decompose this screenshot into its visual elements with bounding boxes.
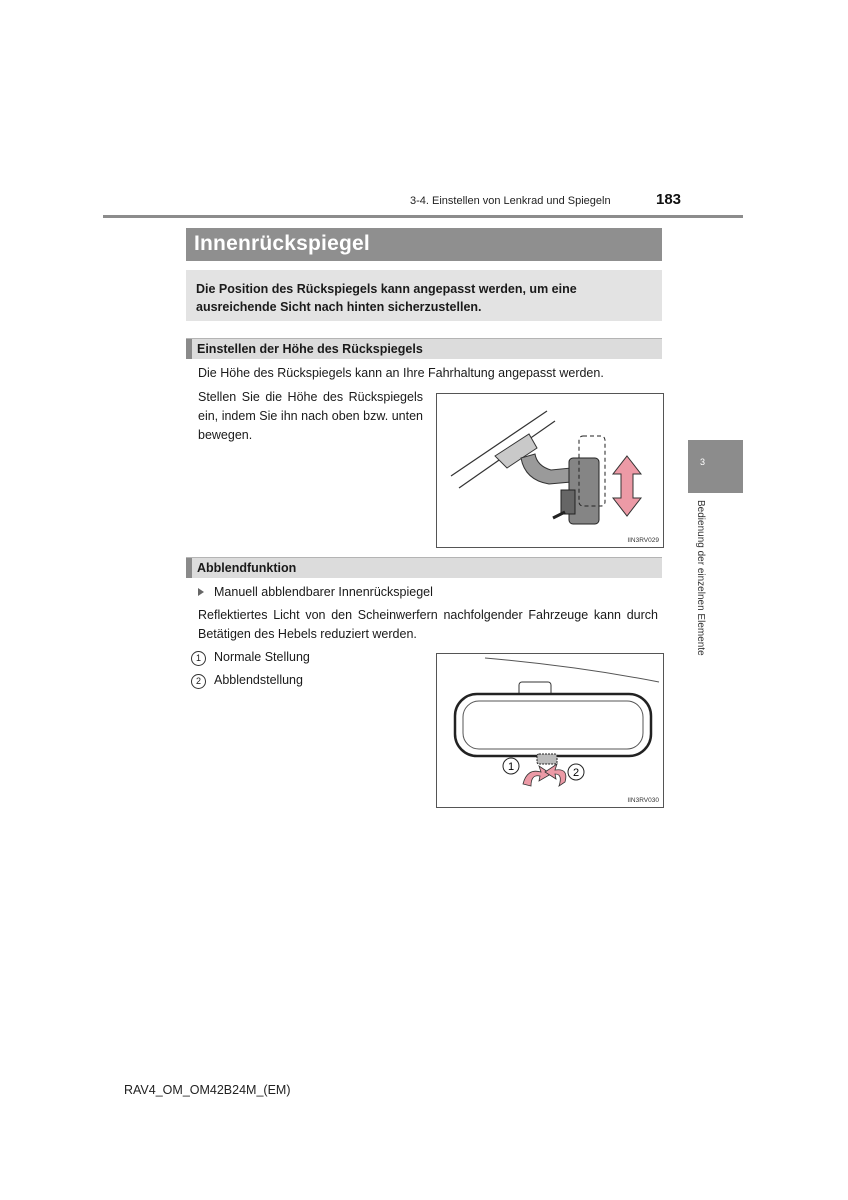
page-title-bar [186, 228, 662, 261]
mirror-stem [521, 454, 571, 484]
height-intro-text: Die Höhe des Rückspiegels kann an Ihre Fahrhaltung angepasst werden. [198, 366, 604, 380]
mirror-height-figure [436, 393, 664, 548]
section-heading-height [186, 338, 662, 359]
intro-box [186, 270, 662, 321]
figure-code: IIN3RV029 [627, 537, 659, 544]
section-accent [186, 339, 192, 359]
height-instruction-text: Stellen Sie die Höhe des Rückspiegels ein, indem Sie ihn nach oben bzw. unten bewegen. [198, 390, 423, 442]
callout-1-label: 1 [507, 761, 515, 773]
footer-code: RAV4_OM_OM42B24M_(EM) [124, 1083, 291, 1097]
page-number: 183 [656, 191, 682, 208]
mirror-lever [553, 512, 565, 518]
roof-line [485, 658, 659, 682]
callout-2-label: 2 [572, 767, 580, 779]
chapter-number: 3 [700, 457, 706, 467]
mirror-dimming-figure [436, 653, 664, 808]
mirror-lever-housing [561, 490, 575, 514]
bullet-text: Manuell abblendbarer Innenrückspiegel [214, 585, 433, 599]
chapter-tab [688, 440, 743, 493]
section-title: Einstellen der Höhe des Rückspiegels [197, 342, 423, 356]
header-rule [103, 215, 743, 218]
intro-text: Die Position des Rückspiegels kann angepasst werden, um eine ausreichende Sicht nach hinten sicherzustellen. [196, 282, 577, 314]
mirror-height-illustration [437, 394, 663, 547]
chapter-label: Bedienung der einzelnen Elemente [695, 500, 706, 656]
page-title: Innenrückspiegel [194, 232, 370, 255]
section-accent [186, 558, 192, 578]
up-down-arrow-icon [613, 456, 641, 516]
dimming-lever [537, 754, 557, 764]
mirror-frame [455, 694, 651, 756]
section-heading-dimming [186, 557, 662, 578]
dimming-description: Reflektiertes Licht von den Scheinwerfern nachfolgender Fahrzeuge kann durch Betätigen des Hebels reduziert werden. [198, 608, 658, 641]
curved-arrow-icon [523, 766, 551, 786]
section-title: Abblendfunktion [197, 561, 297, 575]
running-header: 3-4. Einstellen von Lenkrad und Spiegeln [410, 195, 611, 207]
figure-code: IIN3RV030 [627, 797, 659, 804]
bullet-triangle-icon [198, 588, 204, 596]
number-2-icon: 2 [191, 674, 206, 689]
item-dimmed-position: Abblendstellung [214, 673, 303, 687]
number-1-icon: 1 [191, 651, 206, 666]
item-normal-position: Normale Stellung [214, 650, 310, 664]
mirror-dimming-illustration [437, 654, 663, 807]
